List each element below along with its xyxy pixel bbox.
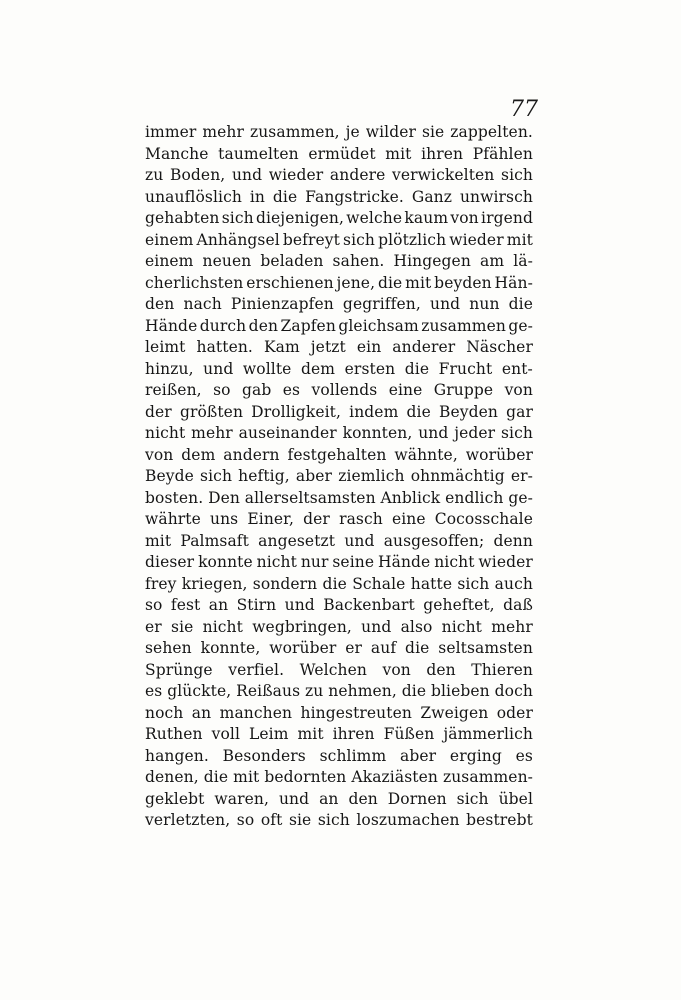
page-number: 77 [510, 97, 538, 122]
text-line: dieser konnte nicht nur seine Hände nicht wieder [145, 553, 533, 571]
text-line: denen, die mit bedornten Akaziästen zusammen- [145, 768, 533, 786]
text-line: Ruthen voll Leim mit ihren Füßen jämmerlich [145, 725, 533, 743]
text-line: Manche taumelten ermüdet mit ihren Pfählen [145, 144, 533, 163]
text-line: währte uns Einer, der rasch eine Cocosschale [145, 510, 533, 528]
text-line: hangen. Besonders schlimm aber erging es [145, 746, 533, 765]
text-line: noch an manchen hingestreuten Zweigen oder [145, 703, 533, 722]
text-line: verletzten, so oft sie sich loszumachen bestrebt [145, 811, 533, 829]
text-line: geklebt waren, und an den Dornen sich übel [145, 789, 533, 808]
text-line: mit Palmsaft angesetzt und ausgesoffen; denn [145, 531, 533, 550]
text-line: gehabten sich diejenigen, welche kaum von irgend [145, 209, 533, 227]
text-line: cherlichsten erschienen jene, die mit beyden Hän- [145, 273, 533, 292]
text-line: von dem andern festgehalten wähnte, worüber [145, 445, 533, 464]
text-line: er sie nicht wegbringen, und also nicht mehr [145, 617, 533, 636]
text-line: den nach Pinienzapfen gegriffen, und nun die [145, 295, 533, 313]
text-line: frey kriegen, sondern die Schale hatte sich auch [145, 574, 533, 593]
text-line: der größten Drolligkeit, indem die Beyden gar [145, 402, 533, 421]
text-line: zu Boden, und wieder andere verwickelten sich [145, 166, 533, 184]
text-line: bosten. Den allerseltsamsten Anblick endlich ge- [145, 488, 533, 507]
text-line: leimt hatten. Kam jetzt ein anderer Näscher [145, 338, 533, 356]
text-line: Beyde sich heftig, aber ziemlich ohnmächtig er- [145, 467, 533, 485]
text-line: Sprünge verfiel. Welchen von den Thieren [145, 660, 533, 679]
text-line: hinzu, und wollte dem ersten die Frucht ent- [145, 359, 533, 378]
text-line: sehen konnte, worüber er auf die seltsamsten [145, 639, 533, 657]
text-line: Hände durch den Zapfen gleichsam zusammen ge- [145, 316, 533, 335]
text-line: einem Anhängsel befreyt sich plötzlich wieder mit [145, 230, 533, 249]
text-line: reißen, so gab es vollends eine Gruppe von [145, 381, 533, 399]
text-line: so fest an Stirn und Backenbart geheftet, daß [145, 596, 533, 614]
body-text [145, 122, 533, 832]
text-line: einem neuen beladen sahen. Hingegen am lä- [145, 252, 533, 270]
text-line: unauflöslich in die Fangstricke. Ganz unwirsch [145, 187, 533, 206]
text-line: es glückte, Reißaus zu nehmen, die blieben doch [145, 682, 533, 700]
text-line: immer mehr zusammen, je wilder sie zappelten. [145, 123, 533, 141]
text-line: nicht mehr auseinander konnten, und jeder sich [145, 424, 533, 442]
